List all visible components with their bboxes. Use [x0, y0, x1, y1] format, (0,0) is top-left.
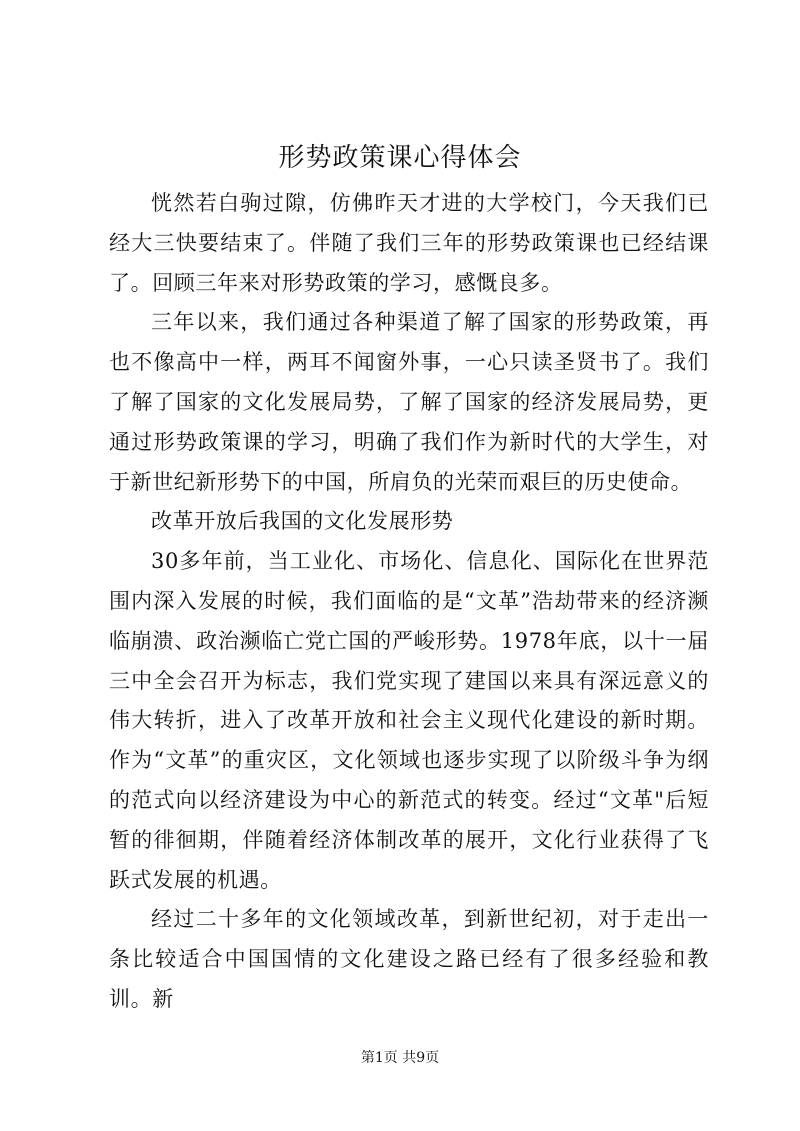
page-footer: 第1页 共9页 — [360, 1050, 440, 1066]
paragraph-new-century: 经过二十多年的文化领域改革，到新世纪初，对于走出一条比较适合中国国情的文化建设之路已经有了很多经验和教训。新 — [109, 907, 709, 1011]
document-title: 形势政策课心得体会 — [278, 143, 522, 173]
paragraph-intro: 恍然若白驹过隙，仿佛昨天才进的大学校门，今天我们已经大三快要结束了。伴随了我们三年的形势政策课也已经结课了。回顾三年来对形势政策的学习，感慨良多。 — [109, 191, 709, 295]
section-heading: 改革开放后我国的文化发展形势 — [151, 509, 454, 534]
paragraph-reform-history: 30多年前，当工业化、市场化、信息化、国际化在世界范围内深入发展的时候，我们面临的是“文革”浩劫带来的经济濒临崩溃、政治濒临亡党亡国的严峻形势。1978年底，以十一届三中全会召开为标志，我们党实现了建国以来具有深远意义的伟大转折，进入了改革开放和社会主义现代化建设的新时期。作为“文革”的重灾区，文化领域也逐步实现了以阶级斗争为纲的范式向以经济建设为中心的新范式的转变。经过“文革"后短暂的徘徊期，伴随着经济体制改革的展开，文化行业获得了飞跃式发展的机遇。 — [109, 549, 709, 892]
paragraph-three-years: 三年以来，我们通过各种渠道了解了国家的形势政策，再也不像高中一样，两耳不闻窗外事，一心只读圣贤书了。我们了解了国家的文化发展局势，了解了国家的经济发展局势，更通过形势政策课的学习，明确了我们作为新时代的大学生，对于新世纪新形势下的中国，所肩负的光荣而艰巨的历史使命。 — [109, 310, 709, 494]
document-body — [109, 184, 709, 1020]
